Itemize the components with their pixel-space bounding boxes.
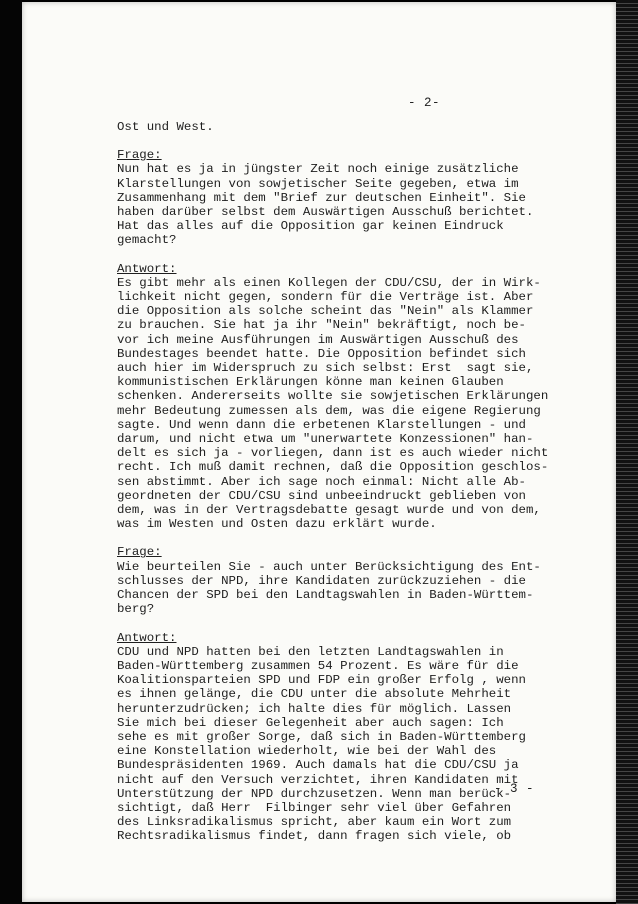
text-line: Es gibt mehr als einen Kollegen der CDU/CSU, der in Wirk-	[117, 275, 541, 290]
text-line: des Linksradikalismus spricht, aber kaum ein Wort zum	[117, 815, 512, 830]
text-line: schlusses der NPD, ihre Kandidaten zurückzuziehen - die	[117, 573, 526, 588]
document-body	[117, 120, 557, 844]
text-line: Sie mich bei dieser Gelegenheit aber auch sagen: Ich	[117, 715, 504, 730]
text-line: berg?	[117, 602, 155, 617]
text-line: geordneten der CDU/CSU sind unbeeindruckt geblieben von	[117, 488, 526, 503]
text-line: CDU und NPD hatten bei den letzten Landtagswahlen in	[117, 644, 504, 659]
text-line: sagte. Und wenn dann die erbetenen Klarstellungen - und	[117, 417, 526, 432]
text-line: Hat das alles auf die Opposition gar keinen Eindruck	[117, 219, 504, 234]
text-line: Baden-Württemberg zusammen 54 Prozent. Es wäre für die	[117, 658, 519, 673]
text-line: Rechtsradikalismus findet, dann fragen sich viele, ob	[117, 829, 512, 844]
text-line: es ihnen gelänge, die CDU unter die absolute Mehrheit	[117, 687, 512, 702]
text-line: Zusammenhang mit dem "Brief zur deutschen Einheit". Sie	[117, 190, 526, 205]
text-line: delt es sich ja - vorliegen, dann ist es auch wieder nicht	[117, 446, 549, 461]
text-line: Ost und West.	[117, 120, 214, 134]
text-line: sen abstimmt. Aber ich sage noch einmal: Nicht alle Ab-	[117, 474, 526, 489]
text-line: herunterzudrücken; ich halte dies für möglich. Lassen	[117, 701, 512, 716]
section-heading: Frage:	[117, 545, 162, 560]
text-line: nicht auf den Versuch verzichtet, ihren Kandidaten mit	[117, 772, 519, 787]
text-line: Unterstützung der NPD durchzusetzen. Wenn man berück-	[117, 786, 512, 801]
section-heading: Frage:	[117, 148, 162, 163]
text-line: darum, und nicht etwa um "unerwartete Konzessionen" han-	[117, 432, 534, 447]
text-line: lichkeit nicht gegen, sondern für die Verträge ist. Aber	[117, 290, 534, 305]
text-line: haben darüber selbst dem Auswärtigen Ausschuß berichtet.	[117, 205, 534, 220]
text-line: sichtigt, daß Herr Filbinger sehr viel über Gefahren	[117, 800, 512, 815]
text-line: Nun hat es ja in jüngster Zeit noch einige zusätzliche	[117, 162, 519, 177]
text-line: gemacht?	[117, 233, 177, 248]
text-line: mehr Bedeutung zumessen als dem, was die eigene Regierung	[117, 403, 541, 418]
text-line: eine Konstellation wiederholt, wie bei der Wahl des	[117, 744, 497, 759]
text-line: Bundespräsidenten 1969. Auch damals hat die CDU/CSU ja	[117, 758, 519, 773]
text-line: sehe es mit großer Sorge, daß sich in Baden-Württemberg	[117, 729, 526, 744]
page-number-top: - 2-	[408, 96, 441, 110]
text-line: kommunistischen Erklärungen könne man keinen Glauben	[117, 375, 504, 390]
text-line: was im Westen und Osten dazu erklärt wurde.	[117, 517, 437, 532]
scan-border-right	[616, 0, 638, 904]
text-line: schenken. Andererseits wollte sie sowjetischen Erklärungen	[117, 389, 549, 404]
text-line: Klarstellungen von sowjetischer Seite gegeben, etwa im	[117, 176, 519, 191]
section-heading: Antwort:	[117, 630, 177, 645]
text-line: zu brauchen. Sie hat ja ihr "Nein" bekräftigt, noch be-	[117, 318, 526, 333]
text-line: Wie beurteilen Sie - auch unter Berücksichtigung des Ent-	[117, 559, 541, 574]
page-number-bottom: - 3 -	[494, 782, 535, 796]
scan-border-left	[0, 0, 22, 904]
text-line: recht. Ich muß damit rechnen, daß die Opposition geschlos-	[117, 460, 549, 475]
text-line: dem, was in der Vertragsdebatte gesagt wurde und von dem,	[117, 503, 541, 518]
text-line: die Opposition als solche scheint das "Nein" als Klammer	[117, 304, 534, 319]
text-line: auch hier im Widerspruch zu sich selbst: Erst sagt sie,	[117, 361, 534, 376]
text-line: Chancen der SPD bei den Landtagswahlen in Baden-Württem-	[117, 588, 534, 603]
section-heading: Antwort:	[117, 261, 177, 276]
text-line: vor ich meine Ausführungen im Auswärtigen Ausschuß des	[117, 332, 519, 347]
text-line: Koalitionsparteien SPD und FDP ein großer Erfolg , wenn	[117, 673, 526, 688]
text-line: Bundestages beendet hatte. Die Opposition befindet sich	[117, 346, 526, 361]
